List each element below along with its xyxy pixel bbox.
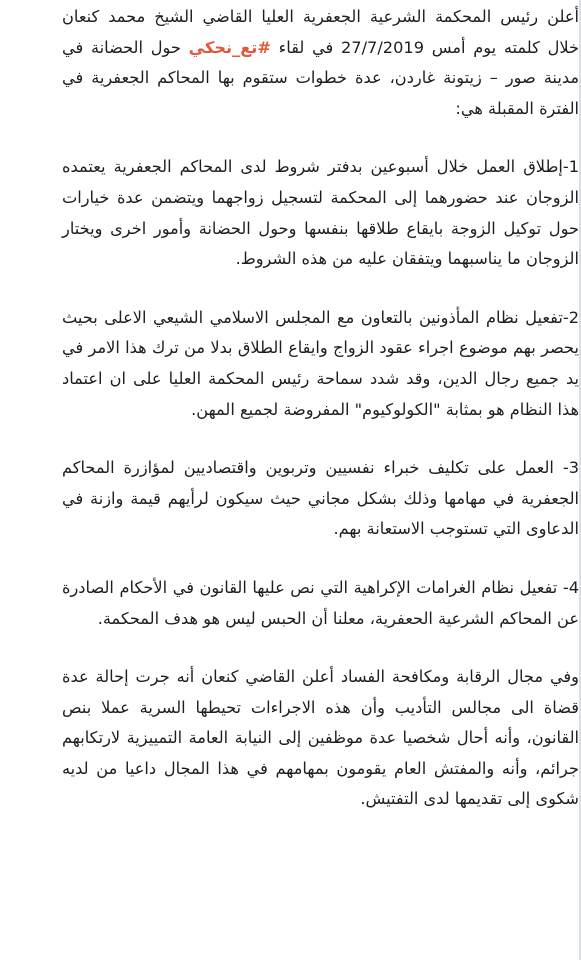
hashtag-link[interactable]: #تع_نحكي [188, 37, 271, 57]
intro-text-before: أعلن رئيس المحكمة الشرعية الجعفرية العليا القاضي الشيخ محمد كنعان خلال كلمته يوم أمس 27/7/2019 في لقاء [62, 7, 580, 57]
step-2-paragraph: 2-تفعيل نظام المأذونين بالتعاون مع المجلس الاسلامي الشيعي الاعلى بحيث يحصر بهم موضوع اجراء عقود الزواج وايقاع الطلاق بدلا من ترك هذا الامر في يد جميع رجال الدين، وقد شدد سماحة رئيس المحكمة العليا على ان اعتماد هذا النظام هو بمثابة "الكولوكيوم" المفروضة لجميع المهن. [62, 307, 579, 419]
step-3-paragraph: 3- العمل على تكليف خبراء نفسيين وتربوين واقتصاديين لمؤازرة المحاكم الجعفرية في مهامها وذلك بشكل مجاني حيث سيكون لرأيهم قيمة وازنة في الدعاوى التي تستوجب الاستعانة بهم. [62, 458, 579, 539]
intro-text-after: حول الحضانة في مدينة صور – زيتونة غاردن، عدة خطوات ستقوم بها المحاكم الجعفرية في الفترة المقبلة هي: [62, 37, 579, 118]
post-body [62, 0, 579, 960]
step-4-paragraph: 4- تفعيل نظام الغرامات الإكراهية التي نص عليها القانون في الأحكام الصادرة عن المحاكم الشرعية الحعفرية، معلنا أن الحبس ليس هو هدف المحكمة. [62, 577, 579, 628]
intro-paragraph [62, 2, 579, 124]
oversight-paragraph: وفي مجال الرقابة ومكافحة الفساد أعلن القاضي كنعان أنه جرت إحالة عدة قضاة الى مجالس التأديب وأن هذه الاجراءات تحيطها السرية عملا بنص القانون، وأنه أحال شخصيا عدة موظفين إلى النيابة العامة التمييزية لارتكابهم جرائم، وأنه والمفتش العام يقومون بمهامهم في هذا المجال داعيا من لديه شكوى إلى تقديمها لدى التفتيش. [62, 667, 579, 809]
step-1-paragraph: 1-إطلاق العمل خلال أسبوعين بدفتر شروط لدى المحاكم الجعفرية يعتمده الزوجان عند حضورهما إلى المحكمة لتسجيل زواجهما ويتضمن عدة خيارات حول توكيل الزوجة بايقاع طلاقها بنفسها وحول الحضانة وأمور اخرى ويختار الزوجان ما يناسبهما ويتفقان عليه من هذه الشروط. [62, 157, 579, 269]
